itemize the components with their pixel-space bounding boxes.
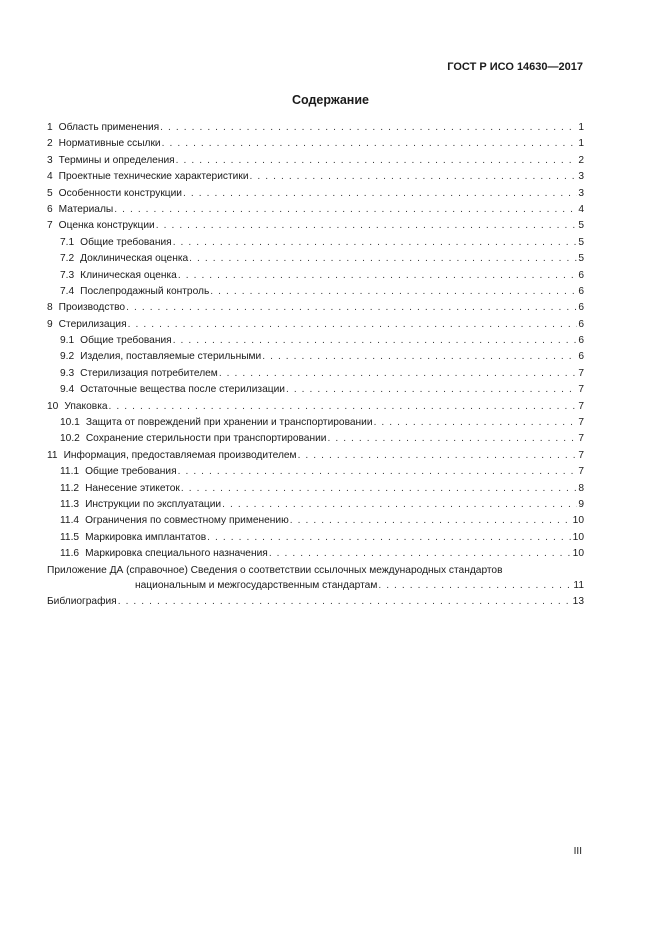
toc-entry-page: 8	[578, 482, 584, 494]
toc-entry-page: 7	[578, 449, 584, 461]
toc-entry-page: 6	[578, 269, 584, 281]
toc-leader-dots	[298, 448, 578, 464]
toc-entry[interactable]	[47, 349, 584, 365]
toc-entry-bibliography[interactable]	[47, 594, 584, 610]
appendix-title-line2: национальным и межгосударственным стандартам	[135, 579, 378, 591]
toc-leader-dots	[189, 251, 577, 267]
toc-leader-dots	[219, 366, 578, 382]
toc-leader-dots	[178, 268, 577, 284]
toc-entry-page: 6	[578, 302, 584, 314]
toc-entry-page: 11	[573, 579, 584, 591]
toc-entry-title: Доклиническая оценка	[80, 253, 189, 265]
toc-entry-number: 1	[47, 122, 53, 133]
toc-leader-dots	[109, 399, 578, 415]
standard-designation: ГОСТ Р ИСО 14630—2017	[447, 61, 583, 73]
toc-entry[interactable]	[47, 218, 584, 234]
toc-entry-page: 7	[578, 433, 584, 445]
toc-entry-number: 10.2	[60, 433, 80, 445]
toc-entry-title: Область применения	[58, 122, 160, 133]
toc-leader-dots	[160, 120, 577, 136]
toc-entry-number: 10	[47, 400, 59, 412]
toc-leader-dots	[210, 284, 577, 300]
toc-entry-number: 7.1	[60, 236, 75, 248]
toc-entry-title: Проектные технические характеристики	[58, 171, 249, 183]
toc-leader-dots	[269, 546, 572, 562]
toc-entry-number: 6	[47, 203, 53, 215]
toc-entry-title: Нанесение этикеток	[85, 482, 180, 494]
toc-entry-title: Особенности конструкции	[58, 187, 182, 199]
toc-entry-title: Информация, предоставляемая производителем	[63, 449, 297, 461]
toc-entry-page: 13	[572, 595, 584, 607]
toc-entry[interactable]	[47, 530, 584, 546]
toc-entry-title: Маркировка специального назначения	[85, 548, 268, 560]
toc-entry-number: 9.4	[60, 384, 75, 396]
toc-leader-dots	[250, 169, 578, 185]
toc-entry-page: 2	[578, 154, 584, 166]
toc-entry-title: Нормативные ссылки	[58, 138, 161, 150]
toc-leader-dots	[262, 349, 577, 365]
toc-leader-dots	[173, 235, 578, 251]
toc-leader-dots	[114, 202, 577, 218]
toc-leader-dots	[222, 497, 577, 513]
toc-entry-title: Общие требования	[80, 335, 172, 347]
toc-entry-page: 5	[578, 236, 584, 248]
toc-entry[interactable]	[47, 546, 584, 562]
toc-entry-page: 10	[572, 515, 584, 527]
toc-entry-page: 6	[578, 285, 584, 297]
toc-entry-title: Библиография	[47, 595, 117, 607]
table-of-contents	[47, 120, 584, 610]
toc-leader-dots	[126, 300, 577, 316]
toc-leader-dots	[290, 513, 572, 529]
page-number: III	[573, 846, 582, 857]
toc-entry-title: Сохранение стерильности при транспортировании	[85, 433, 327, 445]
toc-leader-dots	[176, 153, 578, 169]
toc-leader-dots	[156, 218, 578, 234]
toc-leader-dots	[286, 382, 577, 398]
toc-leader-dots	[181, 481, 577, 497]
toc-entry-number: 7.2	[60, 253, 75, 265]
toc-entry-page: 7	[578, 466, 584, 478]
toc-entry[interactable]	[47, 169, 584, 185]
toc-entry[interactable]	[47, 186, 584, 202]
toc-entry-number: 9	[47, 318, 53, 330]
toc-entry-number: 10.1	[60, 417, 80, 429]
toc-entry[interactable]	[47, 235, 584, 251]
toc-entry-title: Общие требования	[85, 466, 177, 478]
toc-entry[interactable]	[47, 284, 584, 300]
toc-entry-page: 7	[578, 417, 584, 429]
toc-entry-title: Стерилизация потребителем	[80, 367, 218, 379]
toc-entry-page: 5	[578, 253, 584, 265]
toc-entry[interactable]	[47, 317, 584, 333]
toc-entry-number: 7.3	[60, 269, 75, 281]
toc-entry-number: 8	[47, 302, 53, 314]
toc-leader-dots	[162, 136, 578, 152]
toc-leader-dots	[118, 594, 572, 610]
toc-entry-page: 6	[578, 318, 584, 330]
toc-entry[interactable]	[47, 333, 584, 349]
toc-entry-number: 11.5	[60, 531, 80, 543]
toc-entry-number: 11.6	[60, 548, 80, 560]
toc-entry-title: Производство	[58, 302, 126, 314]
toc-entry[interactable]	[47, 120, 584, 136]
toc-entry-title: Инструкции по эксплуатации	[85, 498, 222, 510]
toc-entry-title: Изделия, поставляемые стерильными	[80, 351, 262, 363]
toc-entry-number: 11.2	[60, 482, 80, 494]
toc-entry-page: 7	[578, 367, 584, 379]
toc-leader-dots	[374, 415, 578, 431]
toc-entry[interactable]	[47, 153, 584, 169]
toc-leader-dots	[327, 431, 577, 447]
toc-leader-dots	[378, 578, 572, 594]
toc-entry-number: 3	[47, 154, 53, 166]
toc-entry-page: 4	[578, 203, 584, 215]
toc-entry[interactable]	[47, 136, 584, 152]
toc-entry-title: Общие требования	[80, 236, 172, 248]
toc-entry-number: 7	[47, 220, 53, 232]
toc-entry-title: Упаковка	[64, 400, 108, 412]
toc-entry-page: 1	[578, 138, 584, 150]
toc-entry[interactable]	[47, 300, 584, 316]
page-title: Содержание	[291, 93, 369, 107]
toc-entry[interactable]	[47, 415, 584, 431]
toc-entry-number: 11.1	[60, 466, 80, 478]
toc-entry[interactable]	[47, 399, 584, 415]
toc-entry-number: 4	[47, 171, 53, 183]
toc-entry-number: 5	[47, 187, 53, 199]
toc-entry-title: Стерилизация	[58, 318, 127, 330]
toc-leader-dots	[128, 317, 578, 333]
toc-entry[interactable]	[47, 497, 584, 513]
toc-entry-page: 3	[578, 187, 584, 199]
toc-entry-title: Защита от повреждений при хранении и транспортировании	[85, 417, 373, 429]
toc-entry-appendix[interactable]	[47, 563, 584, 594]
toc-entry-title: Клиническая оценка	[80, 269, 177, 281]
toc-entry-title: Термины и определения	[58, 154, 175, 166]
toc-entry[interactable]	[47, 431, 584, 447]
toc-leader-dots	[183, 186, 577, 202]
toc-entry-number: 11.3	[60, 498, 80, 510]
toc-entry[interactable]	[47, 382, 584, 398]
toc-entry-number: 7.4	[60, 285, 75, 297]
toc-entry-title: Ограничения по совместному применению	[85, 515, 289, 527]
toc-entry-number: 2	[47, 138, 53, 150]
toc-leader-dots	[207, 530, 572, 546]
toc-entry-number: 11.4	[60, 515, 80, 527]
toc-entry[interactable]	[47, 366, 584, 382]
toc-leader-dots	[173, 333, 578, 349]
toc-entry-page: 5	[578, 220, 584, 232]
toc-entry-title: Оценка конструкции	[58, 220, 155, 232]
toc-entry-page: 10	[572, 548, 584, 560]
toc-entry[interactable]	[47, 464, 584, 480]
toc-leader-dots	[178, 464, 578, 480]
toc-entry-page: 7	[578, 384, 584, 396]
toc-entry-title: Остаточные вещества после стерилизации	[80, 384, 285, 396]
toc-entry-title: Материалы	[58, 203, 114, 215]
toc-entry-number: 9.3	[60, 367, 75, 379]
toc-entry-page: 3	[578, 171, 584, 183]
toc-entry-number: 9.2	[60, 351, 75, 363]
toc-entry[interactable]	[47, 251, 584, 267]
toc-entry-number: 9.1	[60, 335, 75, 347]
toc-entry-page: 6	[578, 351, 584, 363]
toc-entry[interactable]	[47, 481, 584, 497]
toc-entry-title: Послепродажный контроль	[80, 285, 210, 297]
toc-entry[interactable]	[47, 268, 584, 284]
toc-entry-page: 9	[578, 498, 584, 510]
toc-entry-page: 7	[578, 400, 584, 412]
toc-entry[interactable]	[47, 513, 584, 529]
toc-entry-page: 10	[572, 531, 584, 543]
toc-entry-page: 6	[578, 335, 584, 347]
toc-entry[interactable]	[47, 202, 584, 218]
appendix-title-line1: Приложение ДА (справочное) Сведения о соответствии ссылочных международных стандартов	[47, 564, 503, 576]
toc-entry-title: Маркировка имплантатов	[85, 531, 207, 543]
toc-entry-number: 11	[47, 449, 58, 461]
toc-entry[interactable]	[47, 448, 584, 464]
toc-entry-page: 1	[578, 122, 584, 133]
